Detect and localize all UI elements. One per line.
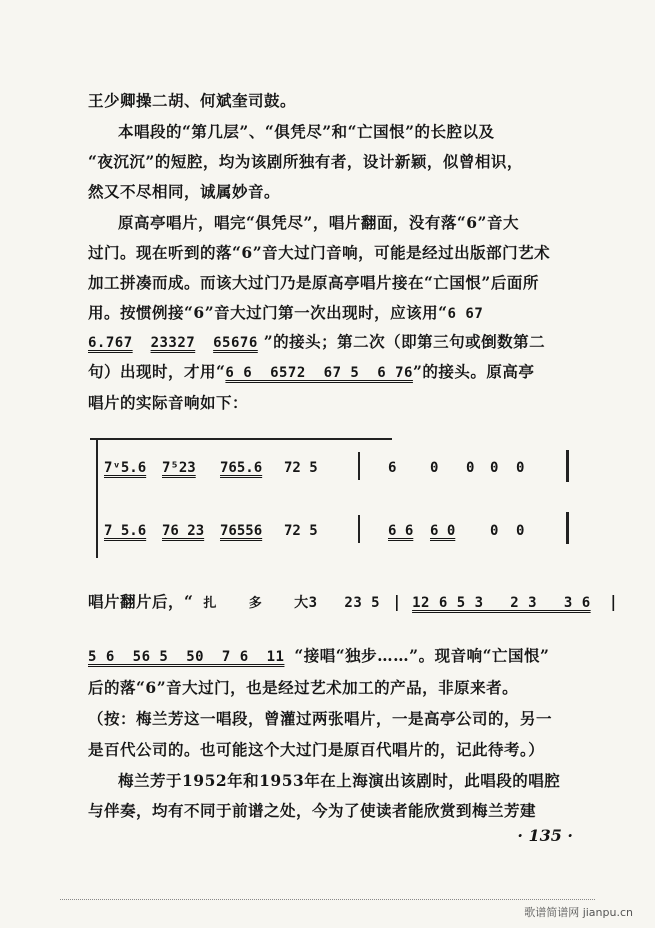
note: 0	[516, 523, 525, 539]
note: 72 5	[284, 523, 318, 539]
text-line: 王少卿操二胡、何斌奎司鼓。	[88, 91, 297, 110]
text-line: 本唱段的“第几层”、“俱凭尽”和“亡国恨”的长腔以及	[118, 122, 495, 141]
note: 0	[516, 460, 525, 476]
text-line	[88, 332, 545, 353]
text-line: （按：梅兰芳这一唱段，曾灌过两张唱片，一是高亭公司的，另一	[88, 709, 553, 728]
text-line: 梅兰芳于1952年和1953年在上海演出该剧时，此唱段的唱腔	[118, 771, 561, 790]
note: 0	[430, 460, 439, 476]
score-row-2	[104, 523, 574, 543]
text-span: 扎	[203, 596, 217, 611]
note: 6	[388, 460, 397, 476]
text-line: “夜沉沉”的短腔，均为该剧所独有者，设计新颖，似曾相识，	[88, 152, 523, 171]
notation-span: 65676	[213, 335, 258, 351]
note: 76556	[220, 523, 263, 539]
text-span: 用。按惯例接“6”音大过门第一次出现时，应该用“	[88, 303, 448, 322]
text-line: 原高亭唱片，唱完“俱凭尽”，唱片翻面，没有落“6”音大	[118, 213, 519, 232]
text-span: 唱片翻片后，“	[88, 592, 194, 611]
text-span: 多	[248, 596, 263, 611]
notation-span: 6.767	[88, 335, 133, 351]
text-span: ”的接头；第二次（即第三句或倒数第二	[263, 332, 546, 351]
notation-span: 5 6 56 5 50 7 6 11	[88, 649, 285, 665]
text-line: 然又不尽相同，诚属妙音。	[88, 182, 281, 201]
notation-span: 6 6 6572 67 5 6 76	[225, 365, 413, 381]
page-number: · 135 ·	[517, 826, 573, 845]
notation-span: 大3 23 5	[294, 595, 381, 611]
slur-line	[90, 438, 392, 440]
notation-span: 23327	[150, 335, 196, 351]
text-line: 与伴奏，均有不同于前谱之处，今为了使读者能欣赏到梅兰芳建	[88, 801, 537, 820]
note: 0	[490, 460, 499, 476]
watermark: 歌谱简谱网 jianpu.cn	[524, 906, 633, 919]
barline: |	[394, 592, 401, 611]
text-span: 句）出现时，才用“	[88, 362, 226, 381]
note: 0	[466, 460, 475, 476]
notation-span: 12 6 5 3 2 3 3 6	[412, 595, 591, 611]
text-line: 加工拼凑而成。而该大过门乃是原高亭唱片接在“亡国恨”后面所	[88, 273, 539, 292]
text-line: 唱片的实际音响如下：	[88, 393, 249, 412]
text-line: 是百代公司的。也可能这个大过门是原百代唱片的，记此待考。）	[88, 740, 545, 759]
text-line	[88, 362, 534, 383]
note: 72 5	[284, 460, 318, 476]
barline: |	[610, 592, 617, 611]
note: 0	[490, 523, 499, 539]
scan-edge	[60, 898, 595, 900]
note: 6 6	[388, 523, 414, 539]
note: 7 5.6	[104, 523, 147, 539]
text-line	[88, 303, 483, 324]
notation-span: 6 67	[447, 306, 484, 322]
note: 7⁵23	[162, 460, 196, 476]
text-span: “接唱“独步……”。现音响“亡国恨”	[294, 646, 550, 665]
bracket-line	[96, 440, 98, 558]
note: 765.6	[220, 460, 263, 476]
note: 7ᵛ5.6	[104, 460, 147, 476]
text-line: 后的落“6”音大过门，也是经过艺术加工的产品，非原来者。	[88, 678, 519, 697]
note: 6 0	[430, 523, 456, 539]
text-span: ”的接头。原高亭	[412, 362, 535, 381]
text-line	[88, 592, 617, 614]
note: 76 23	[162, 523, 205, 539]
text-line	[88, 646, 549, 667]
text-line: 过门。现在听到的落“6”音大过门音响，可能是经过出版部门艺术	[88, 243, 551, 262]
score-row-1	[104, 460, 574, 480]
